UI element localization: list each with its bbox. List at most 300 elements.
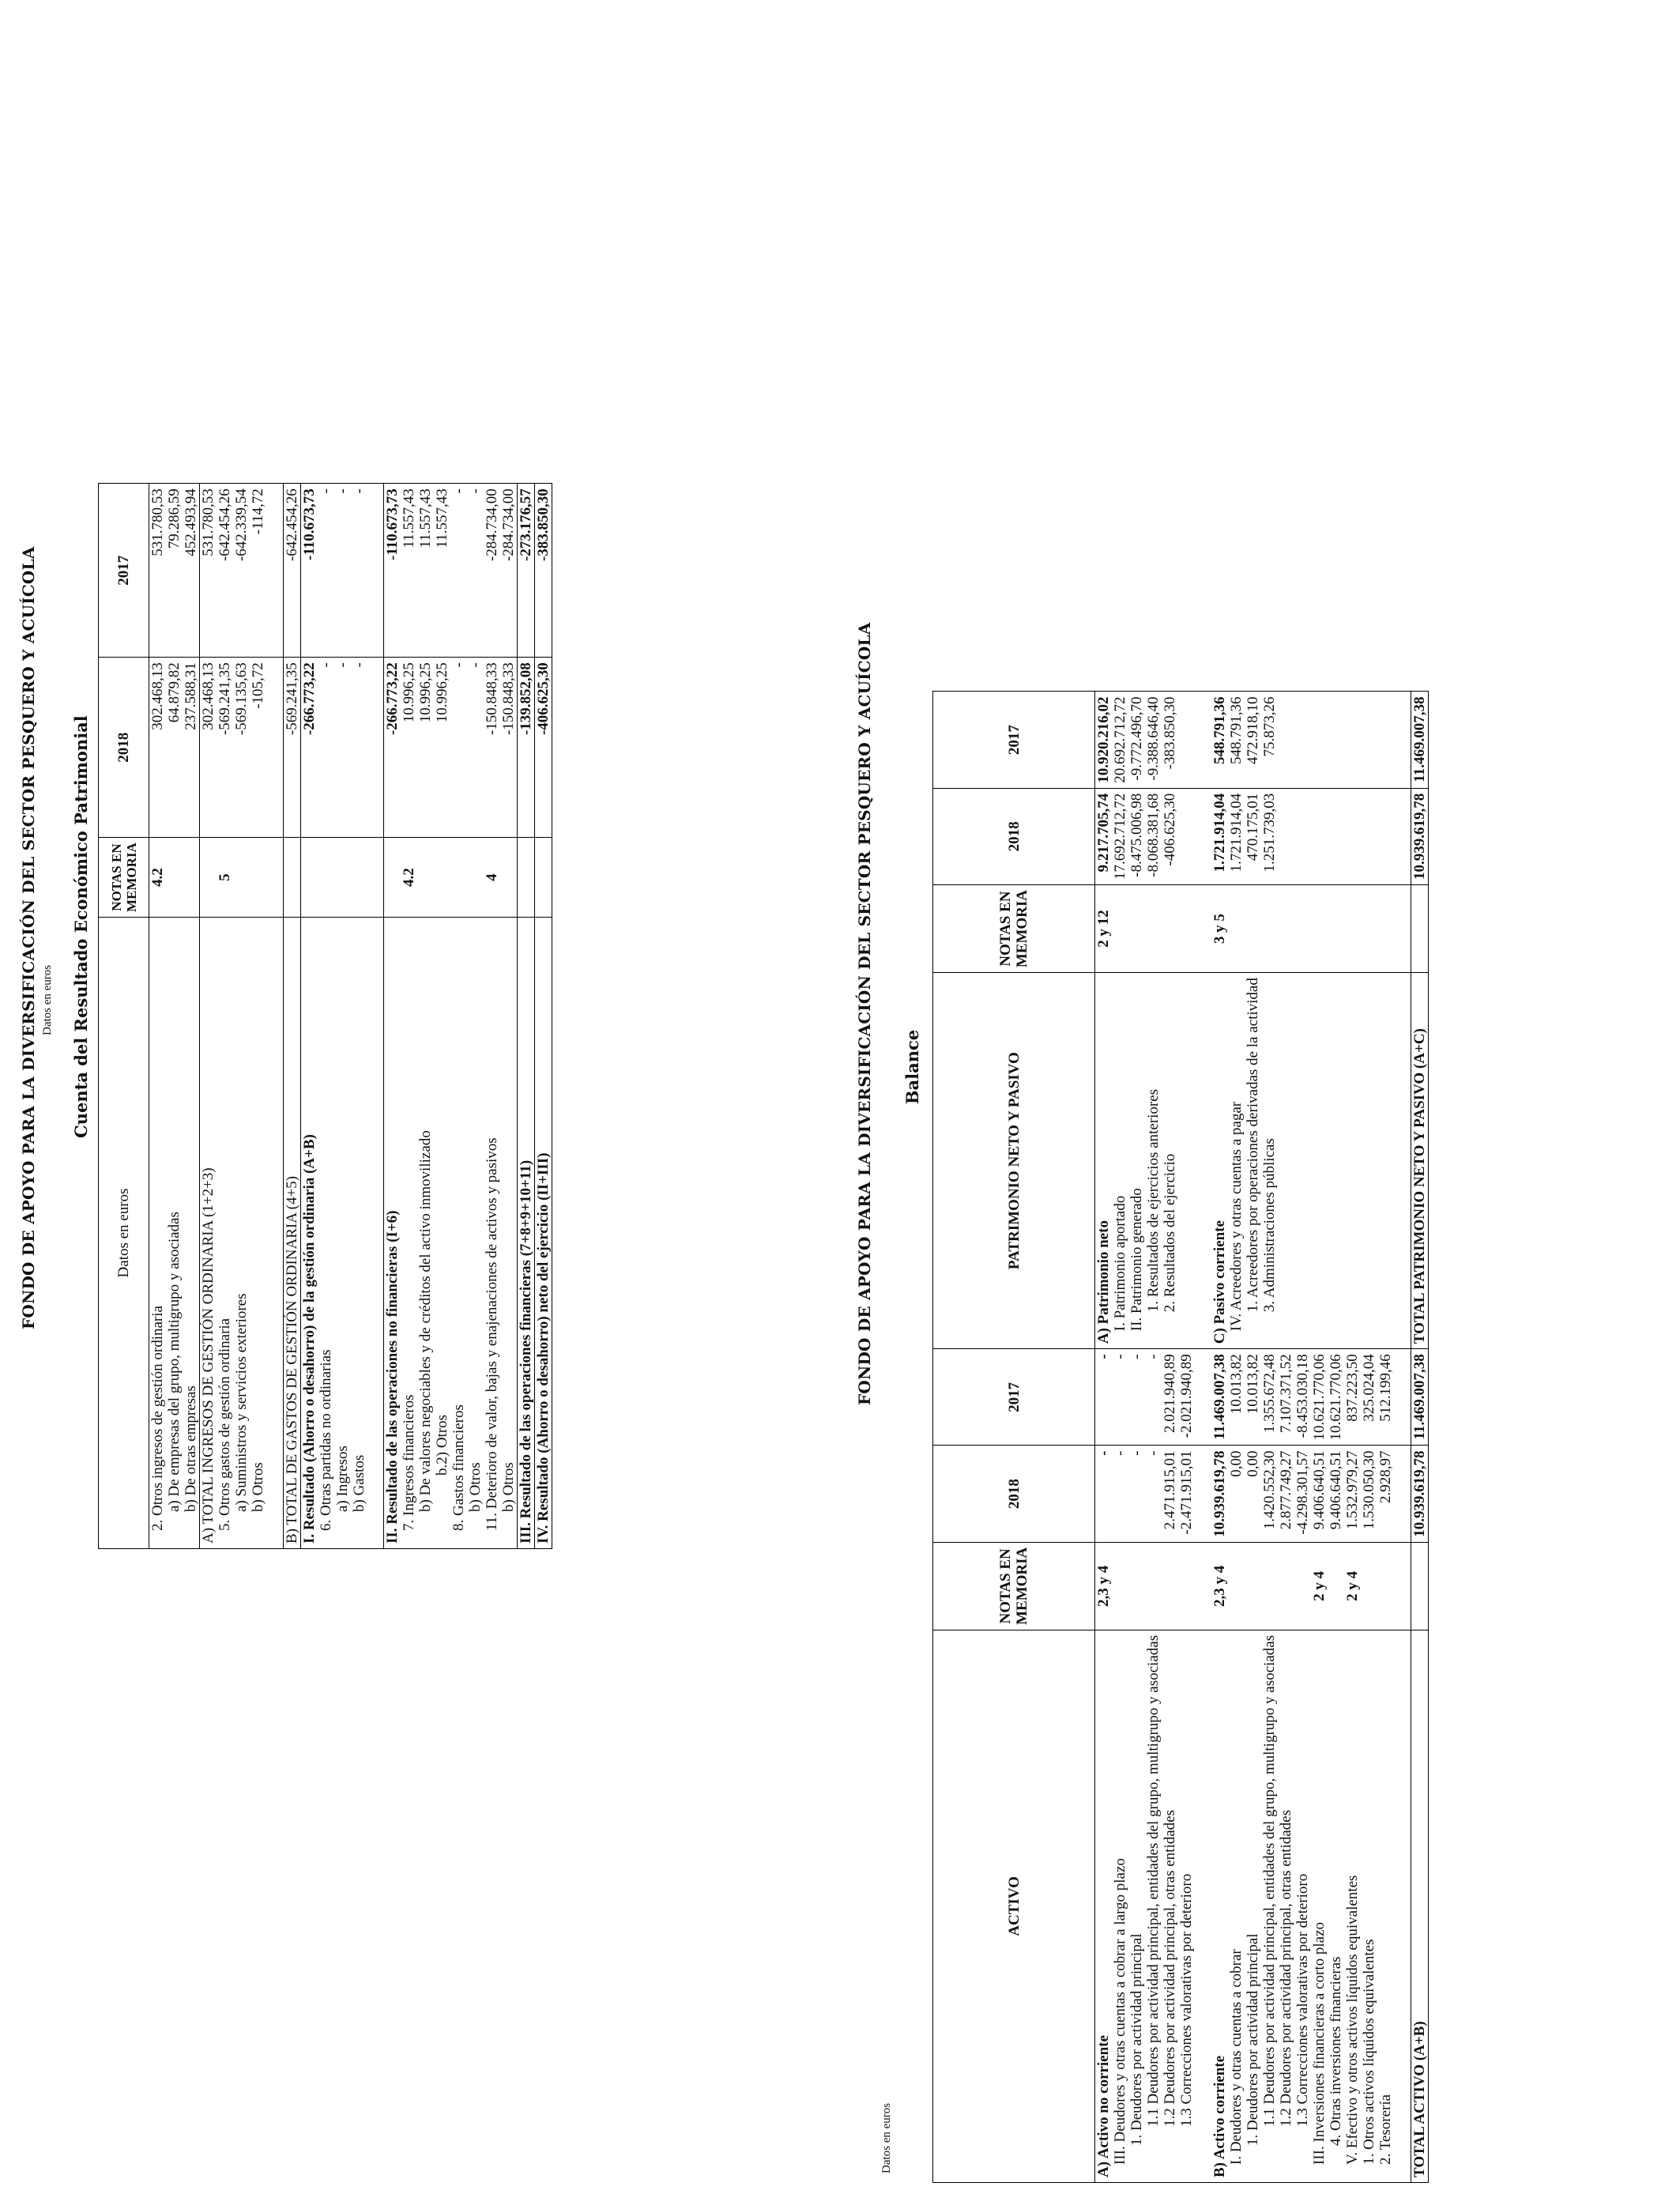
activo-label: 1.2 Deudores por actividad principal, otras entidades [1278, 1810, 1294, 2127]
pasivo-label [1278, 973, 1294, 1349]
pasivo-label: IV. Acreedores y otras cuentas a pagar [1228, 973, 1245, 1349]
pasivo-2018: 10.939.619,78 [1411, 788, 1428, 884]
pasivo-2018 [1377, 788, 1394, 884]
activo-label [1394, 1630, 1411, 2182]
table-row [166, 484, 183, 1549]
row-value-2017: -642.339,54 [233, 484, 250, 658]
row-nota: 4 [484, 838, 500, 918]
row-value-2017: - [450, 484, 467, 658]
table-row [318, 484, 334, 1549]
activo-label: III. Deudores y otras cuentas a cobrar a largo plazo [1112, 1858, 1128, 2165]
table-row [434, 484, 450, 1549]
row-value-2017: -642.454,26 [217, 484, 233, 658]
table-row [1211, 692, 1228, 2183]
pasivo-nota [1377, 885, 1394, 973]
row-nota [367, 838, 384, 918]
pasivo-nota [1195, 885, 1211, 973]
pasivo-nota [1145, 885, 1162, 973]
row-label [367, 918, 384, 1549]
table-row [1178, 692, 1195, 2183]
col-header-activo: ACTIVO [933, 1630, 1095, 2182]
pasivo-nota [1261, 885, 1278, 973]
pasivo-2017 [1344, 692, 1361, 788]
activo-nota [1361, 1542, 1377, 1630]
row-value-2018: 10.996,25 [401, 658, 417, 838]
activo-2018: 2.928,97 [1377, 1446, 1394, 1542]
activo-2018: 1.420.552,30 [1261, 1446, 1278, 1542]
activo-2018: - [1112, 1446, 1128, 1542]
row-value-2018: - [334, 658, 351, 838]
pasivo-nota [1394, 885, 1411, 973]
activo-nota [1394, 1542, 1411, 1630]
row-value-2018: -150.848,33 [484, 658, 500, 838]
table-row [183, 484, 200, 1549]
activo-label [1195, 1630, 1211, 2182]
pasivo-label [1361, 973, 1377, 1349]
table-row [450, 484, 467, 1549]
table-row [1112, 692, 1128, 2183]
row-label: b) Otros [250, 1462, 266, 1512]
activo-nota [1195, 1542, 1211, 1630]
table-row [1228, 692, 1245, 2183]
col-header-pasivo: PATRIMONIO NETO Y PASIVO [933, 973, 1095, 1349]
pasivo-2017: -9.772.496,70 [1128, 692, 1145, 788]
table-row [1361, 692, 1377, 2183]
activo-nota [1128, 1542, 1145, 1630]
row-label: b) Otros [467, 1462, 484, 1512]
row-nota [300, 838, 318, 918]
row-value-2018: -569.135,63 [233, 658, 250, 838]
activo-label: B) Activo corriente [1211, 2055, 1228, 2177]
row-nota [351, 838, 367, 918]
pasivo-2018: 470.175,01 [1245, 788, 1261, 884]
activo-2018: 0,00 [1245, 1446, 1261, 1542]
row-value-2018: -266.773,22 [300, 658, 318, 838]
activo-2018: - [1095, 1446, 1113, 1542]
activo-2017: 10.013,82 [1245, 1349, 1261, 1446]
activo-2017: -2.021.940,89 [1178, 1349, 1195, 1446]
row-label: b) De otras empresas [183, 1385, 199, 1512]
row-label: 2. Otros ingresos de gestión ordinaria [149, 1306, 166, 1531]
pasivo-2017 [1328, 692, 1344, 788]
pasivo-2018 [1311, 788, 1328, 884]
table-row [1261, 692, 1278, 2183]
activo-2017: 10.621.770,06 [1328, 1349, 1344, 1446]
activo-2017: - [1128, 1349, 1145, 1446]
table-row [1245, 692, 1261, 2183]
row-label: I. Resultado (Ahorro o desahorro) de la gestión ordinaria (A+B) [300, 918, 318, 1549]
pasivo-nota: 3 y 5 [1211, 885, 1228, 973]
activo-2017: 325.024,04 [1361, 1349, 1377, 1446]
pasivo-2018 [1344, 788, 1361, 884]
activo-2017: 10.621.770,06 [1311, 1349, 1328, 1446]
row-label: 6. Otras partidas no ordinarias [317, 1349, 334, 1531]
activo-2017: 512.199,46 [1377, 1349, 1394, 1446]
row-value-2017: - [351, 484, 367, 658]
row-value-2017: 11.557,43 [401, 484, 417, 658]
row-value-2018: 10.996,25 [434, 658, 450, 838]
row-value-2018: 64.879,82 [166, 658, 183, 838]
col-header-activo-2018: 2018 [933, 1446, 1095, 1542]
activo-label: 1. Otros activos líquidos equivalentes [1361, 1939, 1377, 2165]
pasivo-label [1377, 973, 1394, 1349]
activo-label: 1.3 Correcciones valorativas por deterioro [1178, 1873, 1195, 2127]
row-nota [384, 838, 401, 918]
datos-en-euros-bottom: Datos en euros [880, 2102, 893, 2173]
row-nota [233, 838, 250, 918]
table-row [351, 484, 367, 1549]
pasivo-2017: 75.873,26 [1261, 692, 1278, 788]
row-nota [417, 838, 434, 918]
row-label: IV. Resultado (Ahorro o desahorro) neto del ejercicio (II+III) [535, 918, 552, 1549]
pasivo-2017: -383.850,30 [1162, 692, 1178, 788]
activo-label: 2. Tesorería [1377, 2094, 1394, 2165]
pasivo-2017 [1178, 692, 1195, 788]
activo-2017: - [1095, 1349, 1113, 1446]
row-label: B) TOTAL DE GASTOS DE GESTIÓN ORDINARIA (4+5) [283, 918, 300, 1549]
row-label: III. Resultado de las operaciones financieras (7+8+9+10+11) [518, 918, 535, 1549]
activo-2017: 7.107.371,52 [1278, 1349, 1294, 1446]
table-row [334, 484, 351, 1549]
pasivo-label: 3. Administraciones públicas [1261, 973, 1278, 1349]
activo-label: III. Inversiones financieras a corto plazo [1311, 1921, 1328, 2165]
pasivo-nota [1411, 885, 1428, 973]
col-header-2017: 2017 [99, 484, 149, 658]
activo-2018 [1394, 1446, 1411, 1542]
table-row [1162, 692, 1178, 2183]
row-nota [283, 838, 300, 918]
row-value-2018: -105,72 [250, 658, 266, 838]
pasivo-nota: 2 y 12 [1095, 885, 1113, 973]
row-value-2018 [266, 658, 283, 838]
pasivo-nota [1361, 885, 1377, 973]
row-value-2018: -569.241,35 [283, 658, 300, 838]
table-row [217, 484, 233, 1549]
pasivo-nota [1311, 885, 1328, 973]
row-value-2017: - [467, 484, 484, 658]
row-value-2018: - [351, 658, 367, 838]
row-nota: 4.2 [401, 838, 417, 918]
activo-label: 1. Deudores por actividad principal [1128, 1933, 1145, 2146]
row-label: 11. Deterioro de valor, bajas y enajenaciones de activos y pasivos [484, 1137, 500, 1531]
pasivo-nota [1162, 885, 1178, 973]
activo-label: 1.3 Correcciones valorativas por deterioro [1294, 1873, 1311, 2127]
pasivo-2017 [1278, 692, 1294, 788]
activo-2017 [1394, 1349, 1411, 1446]
row-label: b.2) Otros [434, 1414, 450, 1476]
row-nota: 5 [217, 838, 233, 918]
table-row [1377, 692, 1394, 2183]
row-label: b) Otros [500, 1462, 517, 1512]
row-nota [450, 838, 467, 918]
row-value-2018 [367, 658, 384, 838]
table-row [401, 484, 417, 1549]
pasivo-2018 [1361, 788, 1377, 884]
row-value-2018: 10.996,25 [417, 658, 434, 838]
row-value-2017: - [334, 484, 351, 658]
table-row [1278, 692, 1294, 2183]
row-nota [535, 838, 552, 918]
row-value-2018: -569.241,35 [217, 658, 233, 838]
activo-nota [1411, 1542, 1428, 1630]
pasivo-2018: 1.251.739,03 [1261, 788, 1278, 884]
activo-2018: 9.406.640,51 [1311, 1446, 1328, 1542]
pasivo-nota [1278, 885, 1294, 973]
table-row [1294, 692, 1311, 2183]
activo-label: 1.2 Deudores por actividad principal, otras entidades [1162, 1810, 1178, 2127]
row-value-2018: -406.625,30 [535, 658, 552, 838]
row-nota [500, 838, 518, 918]
activo-nota [1112, 1542, 1128, 1630]
pasivo-label [1195, 973, 1211, 1349]
table-row [535, 484, 552, 1549]
row-value-2017: 452.493,94 [183, 484, 200, 658]
row-nota [318, 838, 334, 918]
row-label: 7. Ingresos financieros [401, 1394, 417, 1531]
pasivo-label [1294, 973, 1311, 1349]
table-row [250, 484, 266, 1549]
pasivo-label: I. Patrimonio aportado [1112, 973, 1128, 1349]
col-header-pasivo-2017: 2017 [933, 692, 1095, 788]
activo-nota [1145, 1542, 1162, 1630]
pasivo-label [1328, 973, 1344, 1349]
row-value-2017: -114,72 [250, 484, 266, 658]
pasivo-2018: 9.217.705,74 [1095, 788, 1113, 884]
row-value-2017: 531.780,53 [200, 484, 217, 658]
table-row [200, 484, 217, 1549]
table-row [417, 484, 434, 1549]
row-value-2017: -284.734,00 [500, 484, 518, 658]
activo-2017: 837.223,50 [1344, 1349, 1361, 1446]
activo-nota: 2,3 y 4 [1095, 1542, 1113, 1630]
pasivo-2018: 17.692.712,72 [1112, 788, 1128, 884]
row-value-2017: -284.734,00 [484, 484, 500, 658]
activo-2017: - [1145, 1349, 1162, 1446]
table-row [500, 484, 518, 1549]
row-value-2017: 11.557,43 [417, 484, 434, 658]
row-nota [334, 838, 351, 918]
table-row [1128, 692, 1145, 2183]
pasivo-nota [1294, 885, 1311, 973]
table-row [1195, 692, 1211, 2183]
pasivo-2018 [1328, 788, 1344, 884]
activo-2018: 2.471.915,01 [1162, 1446, 1178, 1542]
pasivo-2017 [1394, 692, 1411, 788]
activo-2018: 10.939.619,78 [1411, 1446, 1428, 1542]
pasivo-2018 [1294, 788, 1311, 884]
pasivo-2018: -8.475.006,98 [1128, 788, 1145, 884]
pasivo-label [1311, 973, 1328, 1349]
datos-en-euros-top: Datos en euros [41, 964, 54, 1035]
activo-nota: 2 y 4 [1311, 1542, 1328, 1630]
row-label: b) Gastos [350, 1454, 367, 1512]
activo-nota [1245, 1542, 1261, 1630]
activo-2017 [1195, 1349, 1211, 1446]
pasivo-2017 [1311, 692, 1328, 788]
pasivo-2018 [1195, 788, 1211, 884]
table-row [1095, 692, 1113, 2183]
activo-nota [1377, 1542, 1394, 1630]
activo-nota [1261, 1542, 1278, 1630]
activo-2018: 2.877.749,27 [1278, 1446, 1294, 1542]
row-label: a) Ingresos [333, 1446, 351, 1512]
row-label: a) De empresas del grupo, multigrupo y asociadas [166, 1212, 183, 1512]
row-value-2017: -110.673,73 [300, 484, 318, 658]
table-row [1411, 692, 1428, 2183]
row-label: 8. Gastos financieros [450, 1404, 467, 1531]
table-row [384, 484, 401, 1549]
activo-label: 4. Otras inversiones financieras [1328, 1956, 1344, 2146]
row-value-2017: -273.176,57 [518, 484, 535, 658]
table-row [484, 484, 500, 1549]
row-nota: 4.2 [149, 838, 167, 918]
col-header-datos: Datos en euros [99, 918, 149, 1549]
table-row [1328, 692, 1344, 2183]
row-nota [434, 838, 450, 918]
col-header-activo-notas: NOTAS EN MEMORIA [933, 1542, 1095, 1630]
balance-table [932, 692, 1429, 2184]
row-value-2018: - [467, 658, 484, 838]
pasivo-label: C) Pasivo corriente [1211, 973, 1228, 1349]
pasivo-2018 [1178, 788, 1195, 884]
row-value-2017: 11.557,43 [434, 484, 450, 658]
row-nota [166, 838, 183, 918]
pasivo-2017 [1294, 692, 1311, 788]
activo-2018 [1195, 1446, 1211, 1542]
row-value-2017: 531.780,53 [149, 484, 167, 658]
activo-2017: 1.355.672,48 [1261, 1349, 1278, 1446]
pasivo-nota [1245, 885, 1261, 973]
col-header-pasivo-notas: NOTAS EN MEMORIA [933, 885, 1095, 973]
pasivo-nota [1328, 885, 1344, 973]
activo-nota [1162, 1542, 1178, 1630]
activo-2018: 10.939.619,78 [1211, 1446, 1228, 1542]
pasivo-label: 2. Resultados del ejercicio [1162, 973, 1178, 1349]
activo-nota: 2,3 y 4 [1211, 1542, 1228, 1630]
row-value-2017: -642.454,26 [283, 484, 300, 658]
row-nota [467, 838, 484, 918]
table-row [1344, 692, 1361, 2183]
pasivo-nota [1178, 885, 1195, 973]
row-label: 5. Otros gastos de gestión ordinaria [217, 1318, 233, 1531]
row-label [266, 918, 283, 1549]
pasivo-2018: 1.721.914,04 [1211, 788, 1228, 884]
row-label: a) Suministros y servicios exteriores [233, 1293, 250, 1512]
pasivo-nota [1112, 885, 1128, 973]
activo-2017: 10.013,82 [1228, 1349, 1245, 1446]
pasivo-2018 [1278, 788, 1294, 884]
row-value-2018: 302.468,13 [149, 658, 167, 838]
row-value-2018: -266.773,22 [384, 658, 401, 838]
pasivo-label: II. Patrimonio generado [1128, 973, 1145, 1349]
table-row [1394, 692, 1411, 2183]
table-row [367, 484, 384, 1549]
row-value-2018: - [450, 658, 467, 838]
activo-label: 1.1 Deudores por actividad principal, entidades del grupo, multigrupo y asociadas [1145, 1634, 1162, 2127]
activo-2018: 1.530.050,30 [1361, 1446, 1377, 1542]
row-value-2018: - [318, 658, 334, 838]
row-nota [183, 838, 200, 918]
cuenta-resultado-table [98, 483, 552, 1549]
activo-nota [1178, 1542, 1195, 1630]
pasivo-label [1394, 973, 1411, 1349]
activo-label: 1.1 Deudores por actividad principal, entidades del grupo, multigrupo y asociadas [1261, 1634, 1278, 2127]
pasivo-2017 [1361, 692, 1377, 788]
pasivo-2017: 548.791,36 [1228, 692, 1245, 788]
pasivo-2017: 20.692.712,72 [1112, 692, 1128, 788]
row-value-2017: -383.850,30 [535, 484, 552, 658]
pasivo-2018: -8.068.381,68 [1145, 788, 1162, 884]
page-title-top: FONDO DE APOYO PARA LA DIVERSIFICACIÓN DEL SECTOR PESQUERO Y ACUÍCOLA [19, 546, 38, 1329]
row-value-2018: -139.852,08 [518, 658, 535, 838]
balance-title: Balance [902, 1029, 922, 1105]
row-value-2018: 302.468,13 [200, 658, 217, 838]
row-nota [250, 838, 266, 918]
row-nota [266, 838, 283, 918]
row-label: b) De valores negociables y de créditos del activo inmovilizado [417, 1130, 434, 1512]
table-row [266, 484, 283, 1549]
activo-nota [1228, 1542, 1245, 1630]
cuenta-title: Cuenta del Resultado Económico Patrimonial [71, 715, 91, 1138]
pasivo-2017: 548.791,36 [1211, 692, 1228, 788]
col-header-2018: 2018 [99, 658, 149, 838]
activo-2017: -8.453.030,18 [1294, 1349, 1311, 1446]
col-header-notas: NOTAS EN MEMORIA [99, 838, 149, 918]
activo-2017: 11.469.007,38 [1211, 1349, 1228, 1446]
pasivo-label: 1. Acreedores por operaciones derivadas de la actividad [1245, 973, 1261, 1349]
activo-nota [1294, 1542, 1311, 1630]
pasivo-label: A) Patrimonio neto [1095, 973, 1113, 1349]
activo-2018: -2.471.915,01 [1178, 1446, 1195, 1542]
pasivo-nota [1228, 885, 1245, 973]
activo-2018: - [1145, 1446, 1162, 1542]
row-value-2018: -150.848,33 [500, 658, 518, 838]
activo-2018: 0,00 [1228, 1446, 1245, 1542]
activo-nota: 2 y 4 [1344, 1542, 1361, 1630]
table-row [149, 484, 167, 1549]
table-row [233, 484, 250, 1549]
table-row [467, 484, 484, 1549]
activo-label: TOTAL ACTIVO (A+B) [1411, 1630, 1428, 2182]
activo-nota [1328, 1542, 1344, 1630]
activo-2017: 2.021.940,89 [1162, 1349, 1178, 1446]
pasivo-nota [1344, 885, 1361, 973]
pasivo-2018: 1.721.914,04 [1228, 788, 1245, 884]
balance-table-wrapper [932, 692, 1429, 2184]
row-value-2017: -110.673,73 [384, 484, 401, 658]
activo-nota [1278, 1542, 1294, 1630]
activo-label: I. Deudores y otras cuentas a cobrar [1228, 1949, 1245, 2165]
pasivo-2018 [1394, 788, 1411, 884]
row-label: A) TOTAL INGRESOS DE GESTIÓN ORDINARIA (1+2+3) [200, 918, 217, 1549]
pasivo-2018: -406.625,30 [1162, 788, 1178, 884]
pasivo-nota [1128, 885, 1145, 973]
activo-2017: - [1112, 1349, 1128, 1446]
cuenta-table-body [149, 484, 552, 1549]
pasivo-2017: 472.918,10 [1245, 692, 1261, 788]
row-value-2017 [367, 484, 384, 658]
col-header-pasivo-2018: 2018 [933, 788, 1095, 884]
pasivo-2017: 11.469.007,38 [1411, 692, 1428, 788]
row-nota [518, 838, 535, 918]
row-value-2017: 79.286,59 [166, 484, 183, 658]
pasivo-label: 1. Resultados de ejercicios anteriores [1145, 973, 1162, 1349]
table-row [283, 484, 300, 1549]
page-title-bottom: FONDO DE APOYO PARA LA DIVERSIFICACIÓN DEL SECTOR PESQUERO Y ACUÍCOLA [855, 622, 874, 1405]
pasivo-label: TOTAL PATRIMONIO NETO Y PASIVO (A+C) [1411, 973, 1428, 1349]
activo-2018: -4.298.301,57 [1294, 1446, 1311, 1542]
table-row [1311, 692, 1328, 2183]
